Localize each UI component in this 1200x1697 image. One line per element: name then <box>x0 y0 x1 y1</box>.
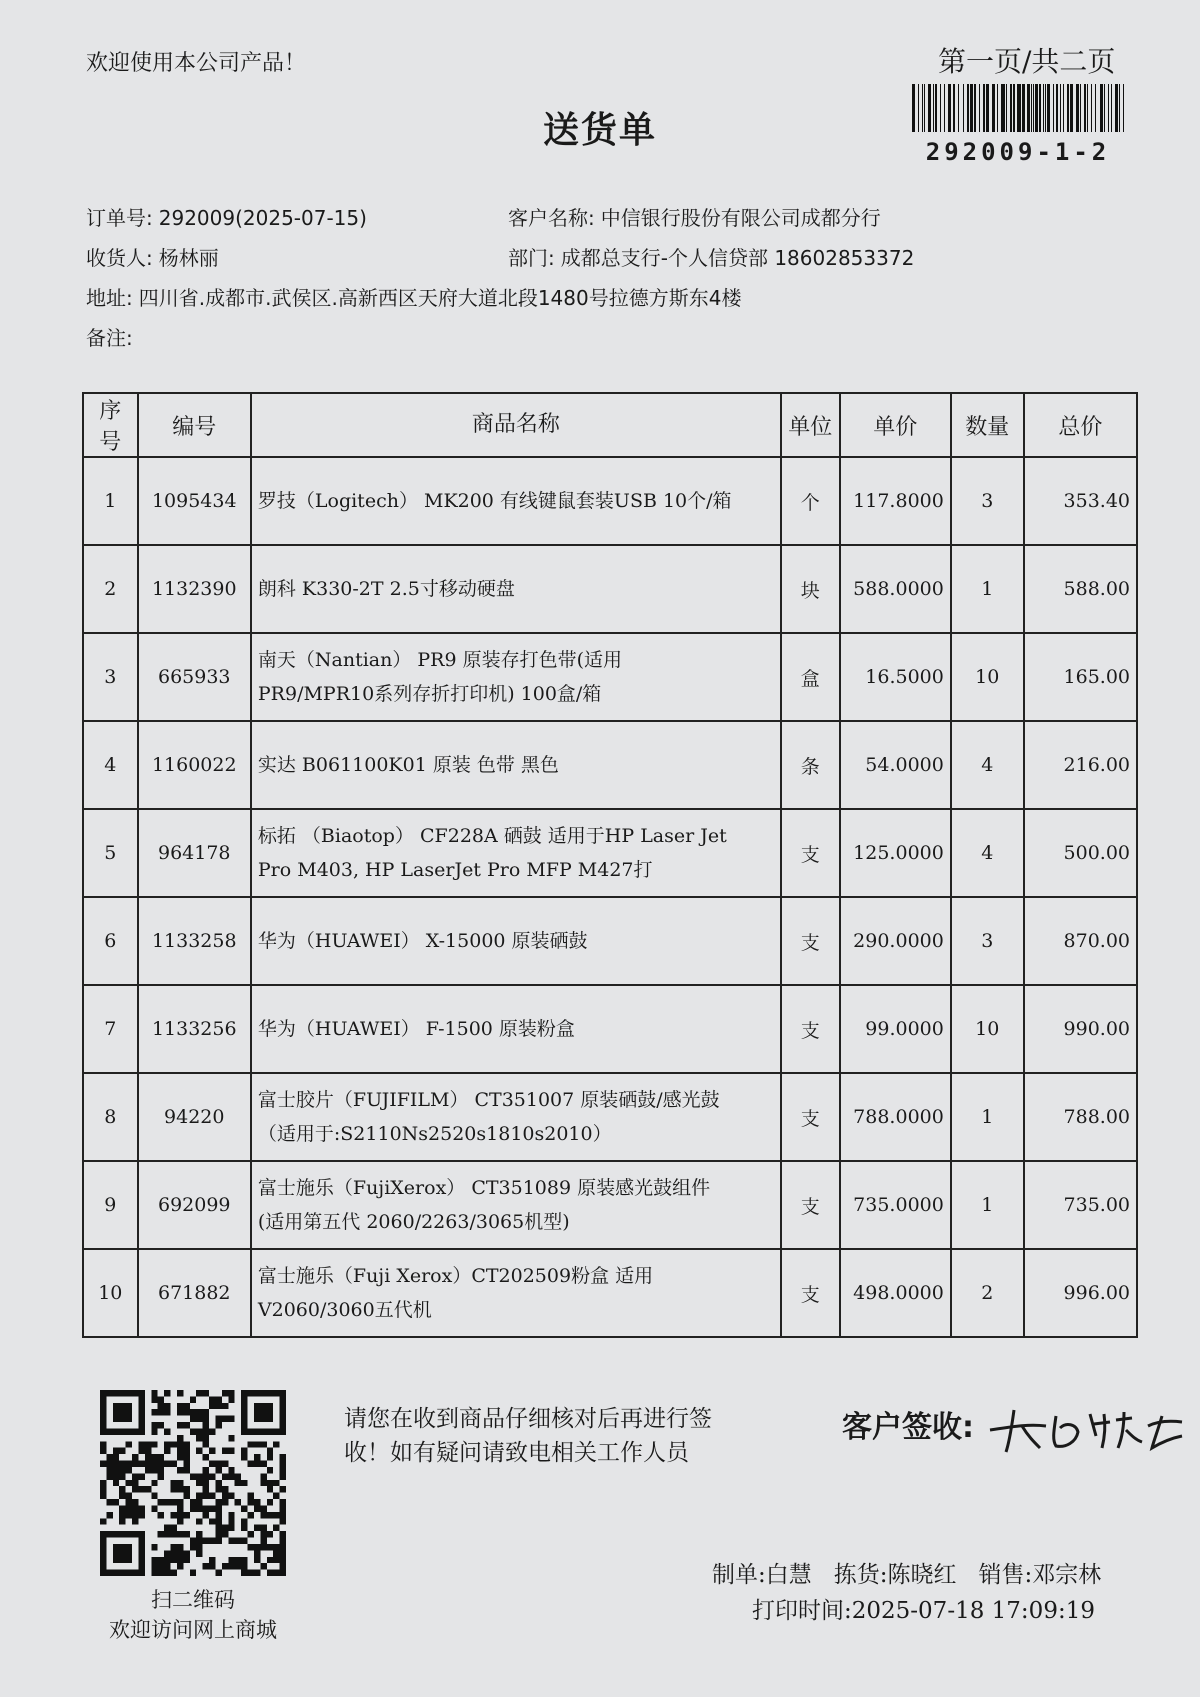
cell-total: 990.00 <box>1024 985 1137 1073</box>
table-row <box>83 1161 1137 1249</box>
table-row <box>83 985 1137 1073</box>
cell-price: 54.0000 <box>840 721 951 809</box>
order-number-label: 订单号: <box>86 206 153 230</box>
cell-price: 498.0000 <box>840 1249 951 1337</box>
cell-code: 665933 <box>138 633 251 721</box>
header-price: 单价 <box>840 393 951 457</box>
product-name-line-1: 华为（HUAWEI） X-15000 原装硒鼓 <box>257 930 588 952</box>
cell-total: 216.00 <box>1024 721 1137 809</box>
header-product-name: 商品名称 <box>251 393 781 457</box>
order-number-value: 292009(2025-07-15) <box>158 206 367 230</box>
cell-qty: 10 <box>951 985 1024 1073</box>
qr-caption-mall: 欢迎访问网上商城 <box>109 1618 277 1642</box>
welcome-text: 欢迎使用本公司产品！ <box>86 51 307 76</box>
barcode-number: 292009-1-2 <box>925 138 1111 166</box>
table-row <box>83 457 1137 545</box>
cell-total: 788.00 <box>1024 1073 1137 1161</box>
cell-price: 16.5000 <box>840 633 951 721</box>
cell-unit: 支 <box>781 985 840 1073</box>
product-name-line-1: 朗科 K330-2T 2.5寸移动硬盘 <box>257 578 515 600</box>
cell-unit: 支 <box>781 1249 840 1337</box>
cell-code: 1160022 <box>138 721 251 809</box>
product-name-line-1: 标拓 （Biaotop） CF228A 硒鼓 适用于HP Laser Jet <box>257 825 727 847</box>
cell-product-name <box>251 457 781 545</box>
cell-product-name <box>251 1161 781 1249</box>
cell-code: 1132390 <box>138 545 251 633</box>
cell-price: 735.0000 <box>840 1161 951 1249</box>
product-name-line-2: (适用第五代 2060/2263/3065机型) <box>257 1211 570 1233</box>
product-name-line-2: Pro M403, HP LaserJet Pro MFP M427打 <box>257 859 653 881</box>
header-total: 总价 <box>1024 393 1137 457</box>
cell-product-name <box>251 897 781 985</box>
cell-code: 964178 <box>138 809 251 897</box>
department-label: 部门: <box>508 246 555 270</box>
cell-product-name <box>251 633 781 721</box>
cell-seq: 7 <box>83 985 138 1073</box>
staff-line <box>712 1556 1123 1589</box>
remark-label: 备注: <box>86 326 133 350</box>
table-row <box>83 721 1137 809</box>
cell-code: 1133256 <box>138 985 251 1073</box>
product-name-line-1: 富士施乐（Fuji Xerox）CT202509粉盒 适用 <box>257 1265 654 1287</box>
table-row <box>83 897 1137 985</box>
cell-qty: 1 <box>951 1161 1024 1249</box>
cell-price: 788.0000 <box>840 1073 951 1161</box>
product-name-line-1: 富士胶片（FUJIFILM） CT351007 原装硒鼓/感光鼓 <box>257 1089 720 1111</box>
cell-unit: 支 <box>781 809 840 897</box>
product-name-line-1: 华为（HUAWEI） F-1500 原装粉盒 <box>257 1018 575 1040</box>
department-value: 成都总支行-个人信贷部 18602853372 <box>560 246 915 270</box>
product-name-line-2: （适用于:S2110Ns2520s1810s2010） <box>257 1123 612 1145</box>
cell-seq: 9 <box>83 1161 138 1249</box>
cell-seq: 5 <box>83 809 138 897</box>
product-name-line-1: 南天（Nantian） PR9 原装存打色带(适用 <box>257 649 623 671</box>
cell-total: 165.00 <box>1024 633 1137 721</box>
cell-total: 870.00 <box>1024 897 1137 985</box>
cell-code: 671882 <box>138 1249 251 1337</box>
cell-total: 500.00 <box>1024 809 1137 897</box>
cell-seq: 4 <box>83 721 138 809</box>
cell-qty: 4 <box>951 809 1024 897</box>
cell-price: 117.8000 <box>840 457 951 545</box>
cell-qty: 3 <box>951 897 1024 985</box>
cell-product-name <box>251 1249 781 1337</box>
cell-price: 99.0000 <box>840 985 951 1073</box>
cell-qty: 1 <box>951 545 1024 633</box>
receiver-label: 收货人: <box>86 246 153 270</box>
table-row <box>83 809 1137 897</box>
cell-unit: 支 <box>781 1073 840 1161</box>
order-number <box>86 202 367 231</box>
cell-unit: 盒 <box>781 633 840 721</box>
items-table <box>82 392 1138 1338</box>
cell-qty: 10 <box>951 633 1024 721</box>
cell-product-name <box>251 545 781 633</box>
maker: 制单:白慧 <box>712 1562 812 1588</box>
qr-caption-scan: 扫二维码 <box>151 1588 235 1612</box>
cell-code: 94220 <box>138 1073 251 1161</box>
product-name-line-2: PR9/MPR10系列存折打印机) 100盒/箱 <box>257 683 602 705</box>
customer-name <box>508 202 881 231</box>
header-code: 编号 <box>138 393 251 457</box>
print-time: 打印时间:2025-07-18 17:09:19 <box>752 1598 1095 1624</box>
header-qty: 数量 <box>951 393 1024 457</box>
cell-total: 588.00 <box>1024 545 1137 633</box>
table-header-row <box>83 393 1137 457</box>
cell-seq: 6 <box>83 897 138 985</box>
address <box>86 282 741 311</box>
cell-code: 1133258 <box>138 897 251 985</box>
cell-seq: 10 <box>83 1249 138 1337</box>
product-name-line-1: 罗技（Logitech） MK200 有线键鼠套装USB 10个/箱 <box>257 490 732 512</box>
cell-price: 125.0000 <box>840 809 951 897</box>
table-row <box>83 545 1137 633</box>
table-row <box>83 1249 1137 1337</box>
cell-total: 735.00 <box>1024 1161 1137 1249</box>
receiver <box>86 242 219 271</box>
picker: 拣货:陈晓红 <box>833 1562 957 1588</box>
product-name-line-2: V2060/3060五代机 <box>257 1299 432 1321</box>
cell-unit: 条 <box>781 721 840 809</box>
notice-text <box>344 1402 784 1470</box>
qr-code <box>100 1390 286 1576</box>
cell-product-name <box>251 1073 781 1161</box>
cell-seq: 2 <box>83 545 138 633</box>
sales: 销售:邓宗林 <box>978 1562 1102 1588</box>
document-title: 送货单 <box>542 110 657 151</box>
remark <box>86 322 139 351</box>
product-name-line-1: 实达 B061100K01 原装 色带 黑色 <box>257 754 559 776</box>
cell-qty: 1 <box>951 1073 1024 1161</box>
notice-line-2: 收！如有疑问请致电相关工作人员 <box>344 1440 689 1466</box>
cell-qty: 2 <box>951 1249 1024 1337</box>
header-unit: 单位 <box>781 393 840 457</box>
receiver-value: 杨林丽 <box>158 246 219 270</box>
header-seq: 序号 <box>83 393 138 457</box>
table-row <box>83 633 1137 721</box>
cell-product-name <box>251 985 781 1073</box>
product-name-line-1: 富士施乐（FujiXerox） CT351089 原装感光鼓组件 <box>257 1177 711 1199</box>
cell-code: 1095434 <box>138 457 251 545</box>
cell-unit: 支 <box>781 1161 840 1249</box>
cell-qty: 4 <box>951 721 1024 809</box>
address-value: 四川省.成都市.武侯区.高新西区天府大道北段1480号拉德方斯东4楼 <box>138 286 742 310</box>
cell-seq: 8 <box>83 1073 138 1161</box>
page-indicator: 第一页/共二页 <box>938 45 1116 78</box>
notice-line-1: 请您在收到商品仔细核对后再进行签 <box>344 1406 712 1432</box>
cell-unit: 块 <box>781 545 840 633</box>
customer-name-label: 客户名称: <box>508 206 595 230</box>
cell-seq: 3 <box>83 633 138 721</box>
cell-total: 996.00 <box>1024 1249 1137 1337</box>
department <box>508 242 914 271</box>
cell-unit: 支 <box>781 897 840 985</box>
customer-name-value: 中信银行股份有限公司成都分行 <box>600 206 881 230</box>
customer-sign-label: 客户签收: <box>842 1410 974 1445</box>
cell-price: 290.0000 <box>840 897 951 985</box>
address-label: 地址: <box>86 286 133 310</box>
cell-code: 692099 <box>138 1161 251 1249</box>
handwritten-signature <box>986 1396 1186 1456</box>
cell-unit: 个 <box>781 457 840 545</box>
cell-price: 588.0000 <box>840 545 951 633</box>
cell-product-name <box>251 809 781 897</box>
cell-seq: 1 <box>83 457 138 545</box>
cell-product-name <box>251 721 781 809</box>
cell-total: 353.40 <box>1024 457 1137 545</box>
cell-qty: 3 <box>951 457 1024 545</box>
table-row <box>83 1073 1137 1161</box>
